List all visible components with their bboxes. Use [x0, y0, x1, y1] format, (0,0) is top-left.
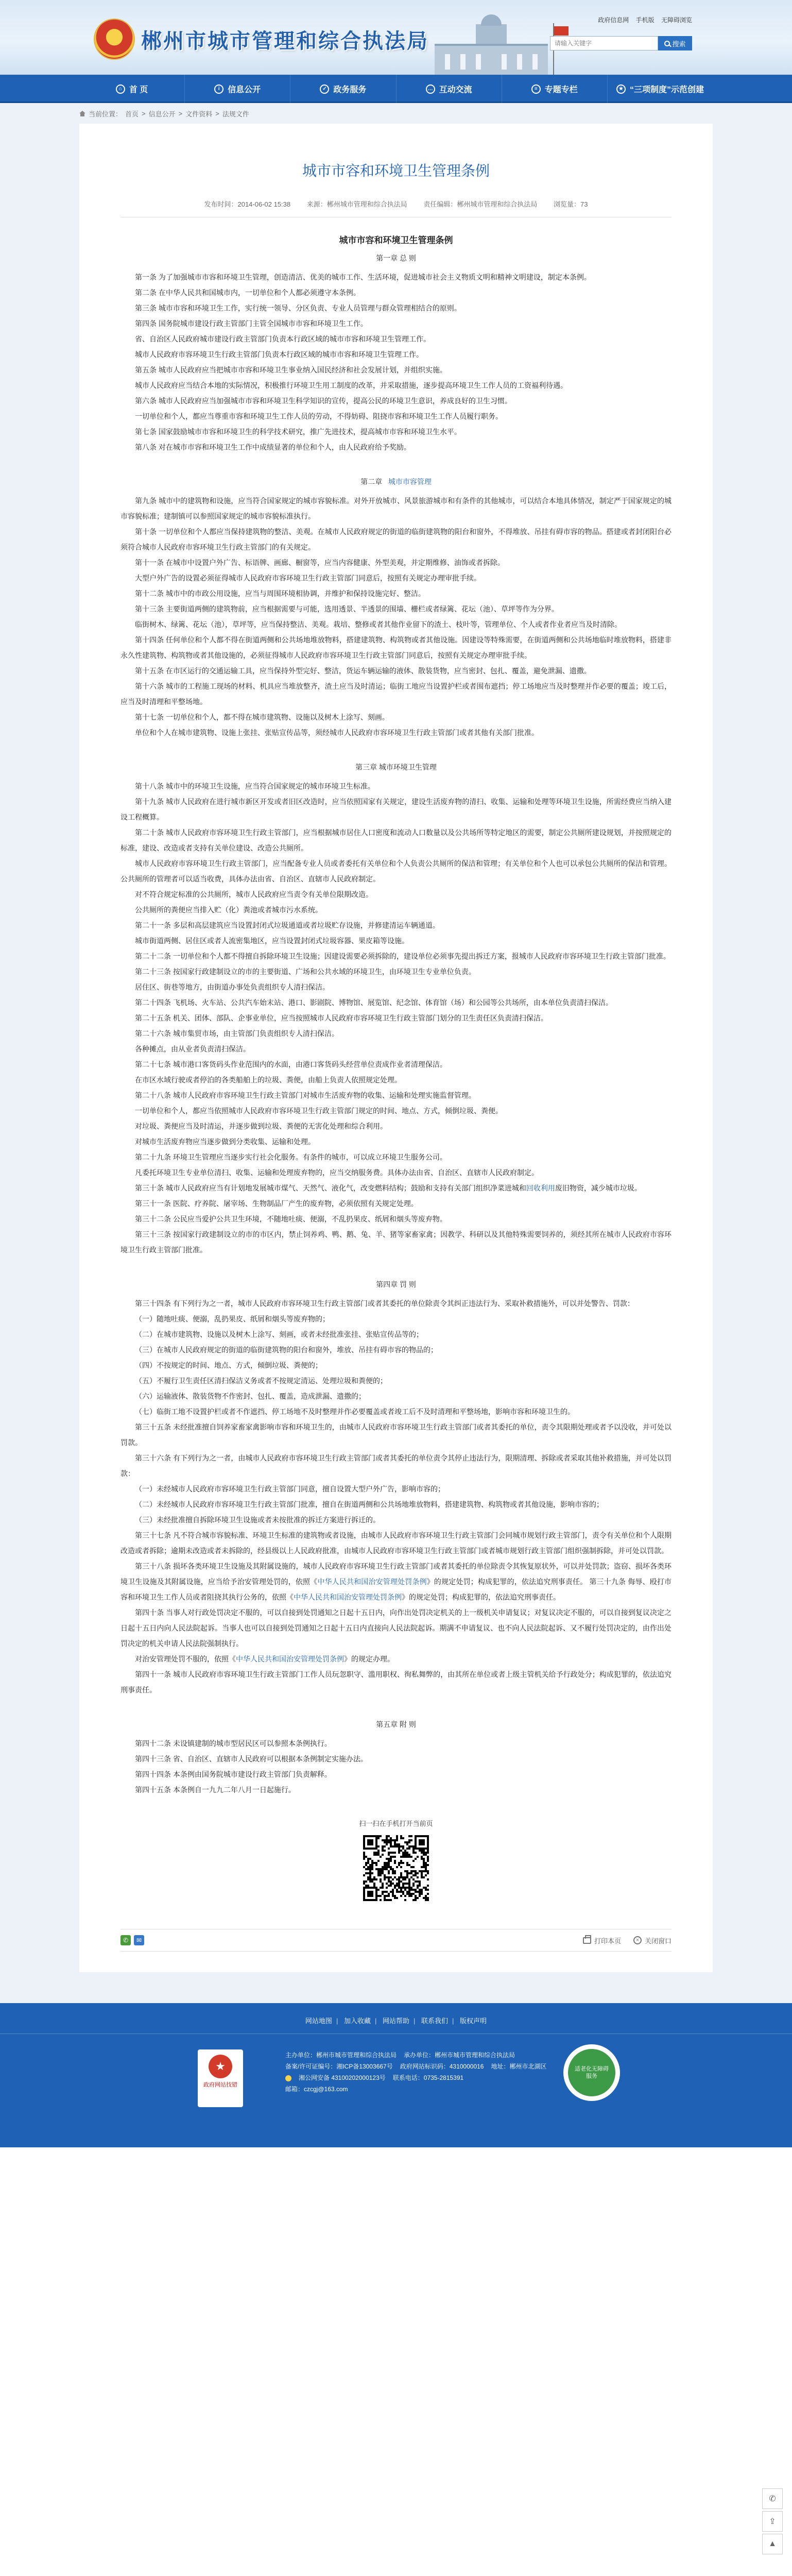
paragraph: 第四十二条 未设镇建制的城市型居民区可以参照本条例执行。	[135, 1739, 332, 1748]
chat-icon: …	[426, 84, 435, 94]
paragraph: 第五条 城市人民政府应当把城市市容和环境卫生事业纳入国民经济和社会发展计划，并组织实施。	[135, 366, 447, 374]
paragraph: 城市人民政府市容环境卫生行政主管部门，应当配备专业人员或者委托有关单位和个人负责公共厕所的保洁和管理；有关单位和个人也可以承包公共厕所的保洁和管理。公共厕所的管理者可以适当收费，具体办法由省、自治区、直辖市人民政府制定。	[120, 859, 672, 883]
footer-link-sitemap[interactable]: 网站地图	[305, 2017, 332, 2025]
page-body	[0, 103, 792, 2003]
meta-source: 来源：郴州城市管理和综合执法局	[306, 200, 407, 208]
paragraph: 第二十四条 飞机场、火车站、公共汽车始末站、港口、影剧院、博物馆、展览馆、纪念馆、体育馆（场）和公园等公共场所，由本单位负责清扫保洁。	[135, 998, 613, 1007]
elderly-accessibility-badge[interactable]: 适老化无障碍服务	[563, 2044, 620, 2101]
search-button-label: 搜索	[672, 40, 686, 48]
paragraph: 第六条 城市人民政府应当加强城市市容和环境卫生科学知识的宣传，提高公民的环境卫生意识，养成良好的卫生习惯。	[135, 397, 512, 405]
paragraph: 第十八条 城市中的环境卫生设施，应当符合国家规定的城市环境卫生标准。	[135, 782, 375, 790]
paragraph: 各种摊点，由从业者负责清扫保洁。	[135, 1045, 250, 1053]
footer-link-contact[interactable]: 联系我们	[421, 2017, 449, 2025]
paragraph: 第十三条 主要街道两侧的建筑物前，应当根据需要与可能，选用透景、半透景的围墙、栅栏或者绿篱、花坛（池）、草坪等作为分界。	[135, 605, 559, 613]
nav-gov-service[interactable]: ✓ 政务服务	[290, 75, 396, 103]
paragraph: 第四条 国务院城市建设行政主管部门主管全国城市市容和环境卫生工作。	[135, 319, 368, 328]
nav-three-systems[interactable]: ★ “三项制度”示范创建	[608, 75, 713, 103]
paragraph: 公共厕所的粪便应当排入贮（化）粪池或者城市污水系统。	[135, 906, 322, 914]
info-icon: i	[214, 84, 223, 94]
back-to-top-icon[interactable]: ▲	[762, 2534, 783, 2554]
search-input[interactable]	[550, 36, 658, 50]
header	[0, 0, 792, 75]
breadcrumb-home[interactable]: 首页	[125, 110, 139, 118]
topic-icon: ≡	[531, 84, 541, 94]
paragraph: 一切单位和个人，都应当尊重市容和环境卫生工作人员的劳动，不得妨碍、阻挠市容和环境卫生工作人员履行职务。	[135, 412, 503, 420]
flag-icon	[554, 26, 569, 36]
paragraph: 对治安管理处罚不服的，依照《中华人民共和国治安管理处罚条例》的规定办理。	[135, 1655, 394, 1663]
paragraph: （三）未经批准擅自拆除环境卫生设施或者未按批准的拆迁方案进行拆迁的。	[135, 1516, 380, 1524]
chapter-2-link[interactable]: 城市市容管理	[388, 478, 432, 486]
paragraph: 居住区、街巷等地方，由街道办事处负责组织专人清扫保洁。	[135, 983, 330, 991]
nav-interaction[interactable]: … 互动交流	[397, 75, 502, 103]
inline-link[interactable]: 中华人民共和国治安管理处罚条例	[317, 1578, 427, 1586]
paragraph: 在市区水域行驶或者停泊的各类船舶上的垃圾、粪便，由船上负责人依照规定处理。	[135, 1076, 402, 1084]
weibo-icon[interactable]: ✉	[134, 1935, 144, 1945]
chapter-heading: 第五章 附 则	[376, 1720, 416, 1728]
paragraph: 省、自治区人民政府城市建设行政主管部门负责本行政区域的城市市容和环境卫生管理工作。	[135, 335, 431, 343]
footer	[0, 2003, 792, 2147]
search-icon	[664, 41, 670, 46]
paragraph: 第三十七条 凡不符合城市容貌标准、环境卫生标准的建筑物或者设施，由城市人民政府市容环境卫生行政主管部门会同城市规划行政主管部门，责令有关单位和个人限期改造或者拆除；逾期未改造或者未拆除的，经县级以上人民政府批准，由城市人民政府市容环境卫生行政主管部门或者城市规划行政主管部门组织强制拆除，并可处以罚款。	[120, 1531, 672, 1555]
breadcrumb-prefix: 当前位置：	[89, 110, 123, 118]
paragraph: 第七条 国家鼓励城市市容和环境卫生的科学技术研究，推广先进技术，提高城市市容和环境卫生水平。	[135, 428, 461, 436]
paragraph: 第三十一条 医院、疗养院、屠宰场、生物制品厂产生的废弃物，必须依照有关规定处理。	[135, 1199, 418, 1208]
service-icon: ✓	[320, 84, 329, 94]
chapter-1-body	[120, 269, 672, 455]
article-tools	[120, 1929, 672, 1952]
chapter-heading: 第二章 城市市容管理	[360, 478, 432, 486]
meta-date: 发布时间：2014-06-02 15:38	[204, 200, 291, 208]
footer-link-favorite[interactable]: 加入收藏	[343, 2017, 371, 2025]
chapter-5-body	[120, 1736, 672, 1798]
paragraph: 第二十六条 城市集贸市场，由主管部门负责组织专人清扫保洁。	[135, 1029, 339, 1038]
paragraph: 第三十三条 按国家行政建制设立的市的市区内，禁止饲养鸡、鸭、鹅、兔、羊、猪等家畜家禽；因教学、科研以及其他特殊需要饲养的，须经其所在城市人民政府市容环境卫生行政主管部门批准。	[120, 1230, 672, 1254]
meta-views: 浏览量：73	[554, 200, 588, 208]
paragraph: 第三十条 城市人民政府应当有计划地发展城市煤气、天然气、液化气，改变燃料结构；鼓励和支持有关部门组织净菜进城和回收利用废旧物资，减少城市垃圾。	[135, 1184, 642, 1192]
location-icon	[79, 111, 85, 116]
paragraph: 单位和个人在城市建筑物、设施上张挂、张贴宣传品等，须经城市人民政府市容环境卫生行政主管部门或者其他有关部门批准。	[135, 728, 539, 737]
chapter-4-body	[120, 1296, 672, 1698]
wechat-float-icon[interactable]: ✆	[762, 2488, 783, 2509]
paragraph: 第八条 对在城市市容和环境卫生工作中成绩显著的单位和个人，由人民政府给予奖励。	[135, 443, 411, 451]
article-meta	[120, 199, 672, 217]
printer-icon	[583, 1937, 591, 1944]
paragraph: 第十五条 在市区运行的交通运输工具，应当保持外型完好、整洁，货运车辆运输的液体、散装货物，应当密封、包扎、覆盖，避免泄漏、遗撒。	[135, 667, 591, 675]
paragraph: 对不符合规定标准的公共厕所，城市人民政府应当责令有关单位限期改造。	[135, 890, 373, 899]
gov-error-badge[interactable]: ★ 政府网站找错	[198, 2049, 243, 2107]
paragraph: 城市人民政府应当结合本地的实际情况，积极推行环境卫生用工制度的改革，并采取措施，逐步提高环境卫生工作人员的工资福利待遇。	[135, 381, 567, 389]
paragraph: 第二十三条 按国家行政建制设立的市的主要街道、广场和公共水域的环境卫生，由环境卫生专业单位负责。	[135, 968, 476, 976]
paragraph: 第十六条 城市的工程施工现场的材料、机具应当堆放整齐，渣土应当及时清运；临街工地应当设置护栏或者围布遮挡；停工场地应当及时整理并作必要的覆盖；竣工后，应当及时清理和平整场地。	[120, 682, 672, 706]
paragraph: 第十条 一切单位和个人都应当保持建筑物的整洁、美观。在城市人民政府规定的街道的临街建筑物的阳台和窗外，不得堆放、吊挂有碍市容的物品。搭建或者封闭阳台必须符合城市人民政府市容环境卫生行政主管部门的有关规定。	[120, 528, 672, 551]
paragraph: 第三条 城市市容和环境卫生工作，实行统一领导、分区负责、专业人员管理与群众管理相结合的原则。	[135, 304, 461, 312]
paragraph: 第十二条 城市中的市政公用设施，应当与周围环境相协调，并维护和保持设施完好、整洁。	[135, 589, 425, 598]
chapter-heading: 第四章 罚 则	[376, 1280, 416, 1289]
paragraph: 临街树木、绿篱、花坛（池），草坪等，应当保持整洁、美观。栽培、整修或者其他作业留下的渣土、枝叶等，管理单位、个人或者作业者应当及时清除。	[135, 620, 622, 629]
paragraph: 第十七条 一切单位和个人，都不得在城市建筑物、设施以及树木上涂写、刻画。	[135, 713, 389, 721]
paragraph: 第二十八条 城市人民政府市容环境卫生行政主管部门对城市生活废弃物的收集、运输和处理实施监督管理。	[135, 1091, 476, 1099]
paragraph: （二）未经城市人民政府市容环境卫生行政主管部门批准，擅自在街道两侧和公共场地堆放物料，搭建建筑物、构筑物或者其他设施，影响市容的；	[135, 1500, 604, 1509]
breadcrumb-info[interactable]: 信息公开	[148, 110, 176, 118]
footer-lines: 主办单位：郴州市城市管理和综合执法局 承办单位：郴州市城市管理和综合执法局 备案/许可证编号：湘ICP备13003667号 政府网站标识码：4310000016 地址：郴州市北湖区 湘公网安备 43100202000123号 联系电话：0735-2815391 邮箱：czcgj@163.com	[285, 2052, 547, 2093]
paragraph: （四）不按规定的时间、地点、方式，倾倒垃圾、粪便的；	[135, 1361, 322, 1369]
qr-section	[120, 1818, 672, 1903]
footer-links: 网站地图 | 加入收藏 | 网站帮助 | 联系我们 | 版权声明	[0, 2003, 792, 2034]
paragraph: 第一条 为了加强城市市容和环境卫生管理，创造清洁、优美的城市工作、生活环境，促进城市社会主义物质文明和精神文明建设，制定本条例。	[135, 273, 591, 281]
paragraph: 第二十九条 环境卫生管理应当逐步实行社会化服务。有条件的城市，可以成立环境卫生服务公司。	[135, 1153, 447, 1161]
paragraph: 第二十二条 一切单位和个人都不得擅自拆除环境卫生设施；因建设需要必须拆除的，建设单位必须事先提出拆迁方案，报城市人民政府市容环境卫生行政主管部门批准。	[135, 952, 670, 960]
nav-home[interactable]: ⌂ 首 页	[79, 75, 185, 103]
paragraph: 第三十二条 公民应当爱护公共卫生环境，不随地吐痰、便溺，不乱扔果皮、纸屑和烟头等废弃物。	[135, 1215, 447, 1223]
main-nav	[0, 75, 792, 103]
paragraph: 第十四条 任何单位和个人都不得在街道两侧和公共场地堆放物料，搭建建筑物、构筑物或者其他设施。因建设等特殊需要，在街道两侧和公共场地临时堆放物料，搭建非永久性建筑物、构筑物或者其他设施的，必须征得城市人民政府市容环境卫生行政主管部门同意后，按照有关规定办理审批手续。	[120, 636, 672, 659]
paragraph: 第二十条 城市人民政府市容环境卫生行政主管部门，应当根据城市居住人口密度和流动人口数量以及公共场所等特定地区的需要，制定公共厕所建设规划，并按照规定的标准，建设、改造或者支持有关单位建设、改造公共厕所。	[120, 828, 672, 852]
inline-link[interactable]: 回收利用	[526, 1184, 555, 1192]
paragraph: 第四十一条 城市人民政府市容环境卫生行政主管部门工作人员玩忽职守、滥用职权、徇私舞弊的，由其所在单位或者上级主管机关给予行政处分；构成犯罪的，依法追究刑事责任。	[120, 1670, 672, 1694]
paragraph: 城市人民政府市容环境卫生行政主管部门负责本行政区域的城市市容和环境卫生管理工作。	[135, 350, 423, 359]
chapter-heading: 第三章 城市环境卫生管理	[355, 763, 437, 771]
wechat-icon[interactable]: ✆	[120, 1935, 131, 1945]
paragraph: 第二十七条 城市港口客货码头作业范围内的水面，由港口客货码头经营单位责成作业者清理保洁。	[135, 1060, 447, 1069]
breadcrumb-docs[interactable]: 文件资料	[185, 110, 213, 118]
inline-link[interactable]: 中华人民共和国治安管理处罚条例	[236, 1655, 344, 1663]
qr-label: 扫一扫在手机打开当前页	[359, 1820, 433, 1827]
article-title: 城市市容和环境卫生管理条例	[302, 163, 490, 179]
paragraph: 第四十五条 本条例自一九九二年八月一日起施行。	[135, 1786, 296, 1794]
paragraph: （三）在城市人民政府规定的街道的临街建筑物的阳台和窗外，堆放、吊挂有碍市容的物品的；	[135, 1346, 438, 1354]
top-link-gov[interactable]: 政府信息网	[598, 16, 629, 24]
paragraph: 一切单位和个人，都应当依照城市人民政府市容环境卫生行政主管部门规定的时间、地点、方式，倾倒垃圾、粪便。	[135, 1107, 503, 1115]
paragraph: 第二十五条 机关、团体、部队、企事业单位，应当按照城市人民政府市容环境卫生行政主管部门划分的卫生责任区负责清扫保洁。	[135, 1014, 548, 1022]
paragraph: 第四十四条 本条例由国务院城市建设行政主管部门负责解释。	[135, 1770, 332, 1778]
paragraph: 第三十五条 未经批准擅自饲养家畜家禽影响市容和环境卫生的，由城市人民政府市容环境卫生行政主管部门或者其委托的单位，责令其限期处理或者予以没收，并可处以罚款。	[120, 1423, 672, 1447]
top-links	[593, 15, 692, 24]
print-button[interactable]: 打印本页	[583, 1936, 621, 1945]
floating-toolbar	[762, 2488, 783, 2554]
paragraph: 第四十条 当事人对行政处罚决定不服的，可以自接到处罚通知之日起十五日内，向作出处罚决定机关的上一级机关申请复议；对复议决定不服的，可以自接到复议决定之日起十五日内向人民法院起诉。当事人也可以自接到处罚通知之日起十五日内直接向人民法院起诉。期满不申请复议、也不向人民法院起诉、又不履行处罚决定的，由作出处罚决定的机关申请人民法院强制执行。	[120, 1608, 672, 1648]
paragraph: （七）临街工地不设置护栏或者不作遮挡、停工场地不及时整理并作必要覆盖或者竣工后不及时清理和平整场地，影响市容和环境卫生的。	[135, 1408, 575, 1416]
regulation-title: 城市市容和环境卫生管理条例	[339, 235, 453, 246]
paragraph: 第九条 城市中的建筑物和设施，应当符合国家规定的城市容貌标准。对外开放城市、风景旅游城市和有条件的其他城市，可以结合本地具体情况，制定严于国家规定的城市容貌标准；建制镇可以参照国家规定的城市容貌标准执行。	[120, 497, 672, 520]
national-emblem-icon: ★	[95, 20, 134, 59]
article	[79, 124, 713, 1972]
paragraph: 对垃圾、粪便应当及时清运，并逐步做到垃圾、粪便的无害化处理和综合利用。	[135, 1122, 387, 1130]
paragraph: （六）运输液体、散装货物不作密封、包扎、覆盖，造成泄漏、遗撒的；	[135, 1392, 366, 1400]
close-icon: ×	[633, 1936, 642, 1944]
chapter-heading: 第一章 总 则	[376, 254, 416, 262]
police-badge-icon	[285, 2075, 291, 2081]
share-icons	[120, 1935, 144, 1945]
paragraph: 对城市生活废弃物应当逐步做到分类收集、运输和处理。	[135, 1138, 315, 1146]
inline-link[interactable]: 中华人民共和国治安管理处罚条例	[294, 1593, 402, 1601]
breadcrumb: 当前位置： 首页 > 信息公开 > 文件资料 > 法规文件	[79, 103, 713, 124]
paragraph: 凡委托环境卫生专业单位清扫、收集、运输和处理废弃物的，应当交纳服务费。具体办法由省、自治区、直辖市人民政府制定。	[135, 1168, 539, 1177]
share-float-icon[interactable]: ⇪	[762, 2511, 783, 2532]
footer-link-help[interactable]: 网站帮助	[382, 2017, 409, 2025]
chapter-2-body	[120, 493, 672, 740]
paragraph: 第三十八条 损坏各类环境卫生设施及其附属设施的，城市人民政府市容环境卫生行政主管部门或者其委托的单位除责令其恢复原状外，可以并处罚款；盗窃、损坏各类环境卫生设施及其附属设施，应当给予治安管理处罚的，依照《中华人民共和国治安管理处罚条例》的规定处罚；构成犯罪的，依法追究刑事责任。 第三十九条 侮辱、殴打市容和环境卫生工作人员或者阻挠其执行公务的，依照《中华人民共和国治安管理处罚条例》的规定处罚；构成犯罪的，依法追究刑事责任。	[120, 1562, 672, 1601]
footer-link-copyright[interactable]: 版权声明	[460, 2017, 487, 2025]
close-window-button[interactable]: × 关闭窗口	[633, 1936, 672, 1945]
paragraph: 大型户外广告的设置必须征得城市人民政府市容环境卫生行政主管部门同意后，按照有关规定办理审批手续。	[135, 574, 481, 582]
paragraph: （二）在城市建筑物、设施以及树木上涂写、刻画，或者未经批准张挂、张贴宣传品等的；	[135, 1330, 423, 1338]
qr-code-icon	[361, 1833, 431, 1903]
meta-editor: 责任编辑：郴州城市管理和综合执法局	[423, 200, 538, 208]
nav-topics[interactable]: ≡ 专题专栏	[502, 75, 608, 103]
paragraph: 城市街道两侧、居住区或者人流密集地区，应当设置封闭式垃圾容器、果皮箱等设施。	[135, 937, 409, 945]
chapter-3-body	[120, 778, 672, 1258]
paragraph: 第十一条 在城市中设置户外广告、标语牌、画廊、橱窗等，应当内容健康、外型美观，并定期维修、油饰或者拆除。	[135, 558, 505, 567]
paragraph: 第四十三条 省、自治区、直辖市人民政府可以根据本条例制定实施办法。	[135, 1755, 368, 1763]
gov-badge-icon: ★	[209, 2055, 232, 2078]
paragraph: 第三十六条 有下列行为之一者，由城市人民政府市容环境卫生行政主管部门或者其委托的单位责令其停止违法行为，限期清理、拆除或者采取其他补救措施，并可处以罚款：	[120, 1454, 672, 1478]
site-title[interactable]: 郴州市城市管理和综合执法局	[141, 29, 429, 53]
nav-info-public[interactable]: i 信息公开	[185, 75, 290, 103]
home-icon: ⌂	[116, 84, 125, 94]
paragraph: 第二十一条 多层和高层建筑应当设置封闭式垃圾通道或者垃圾贮存设施，并修建清运车辆通道。	[135, 921, 440, 929]
paragraph: 第二条 在中华人民共和国城市内，一切单位和个人都必须遵守本条例。	[135, 289, 360, 297]
paragraph: 第三十四条 有下列行为之一者，城市人民政府市容环境卫生行政主管部门或者其委托的单位除责令其纠正违法行为、采取补救措施外，可以并处警告、罚款：	[135, 1299, 634, 1308]
breadcrumb-laws[interactable]: 法规文件	[222, 110, 249, 118]
search-box	[550, 36, 692, 50]
star-icon: ★	[616, 84, 626, 94]
paragraph: （五）不履行卫生责任区清扫保洁义务或者不按规定清运、处理垃圾和粪便的；	[135, 1377, 387, 1385]
top-link-accessibility[interactable]: 无障碍浏览	[661, 16, 692, 24]
search-button[interactable]	[658, 36, 692, 50]
paragraph: （一）未经城市人民政府市容环境卫生行政主管部门同意，擅自设置大型户外广告，影响市容的；	[135, 1485, 445, 1493]
paragraph: （一）随地吐痰、便溺，乱扔果皮、纸屑和烟头等废弃物的；	[135, 1315, 330, 1323]
paragraph: 第十九条 城市人民政府在进行城市新区开发或者旧区改造时，应当依照国家有关规定，建设生活废弃物的清扫、收集、运输和处理等环境卫生设施，所需经费应当纳入建设工程概算。	[120, 798, 672, 821]
top-link-mobile[interactable]: 手机版	[635, 16, 655, 24]
